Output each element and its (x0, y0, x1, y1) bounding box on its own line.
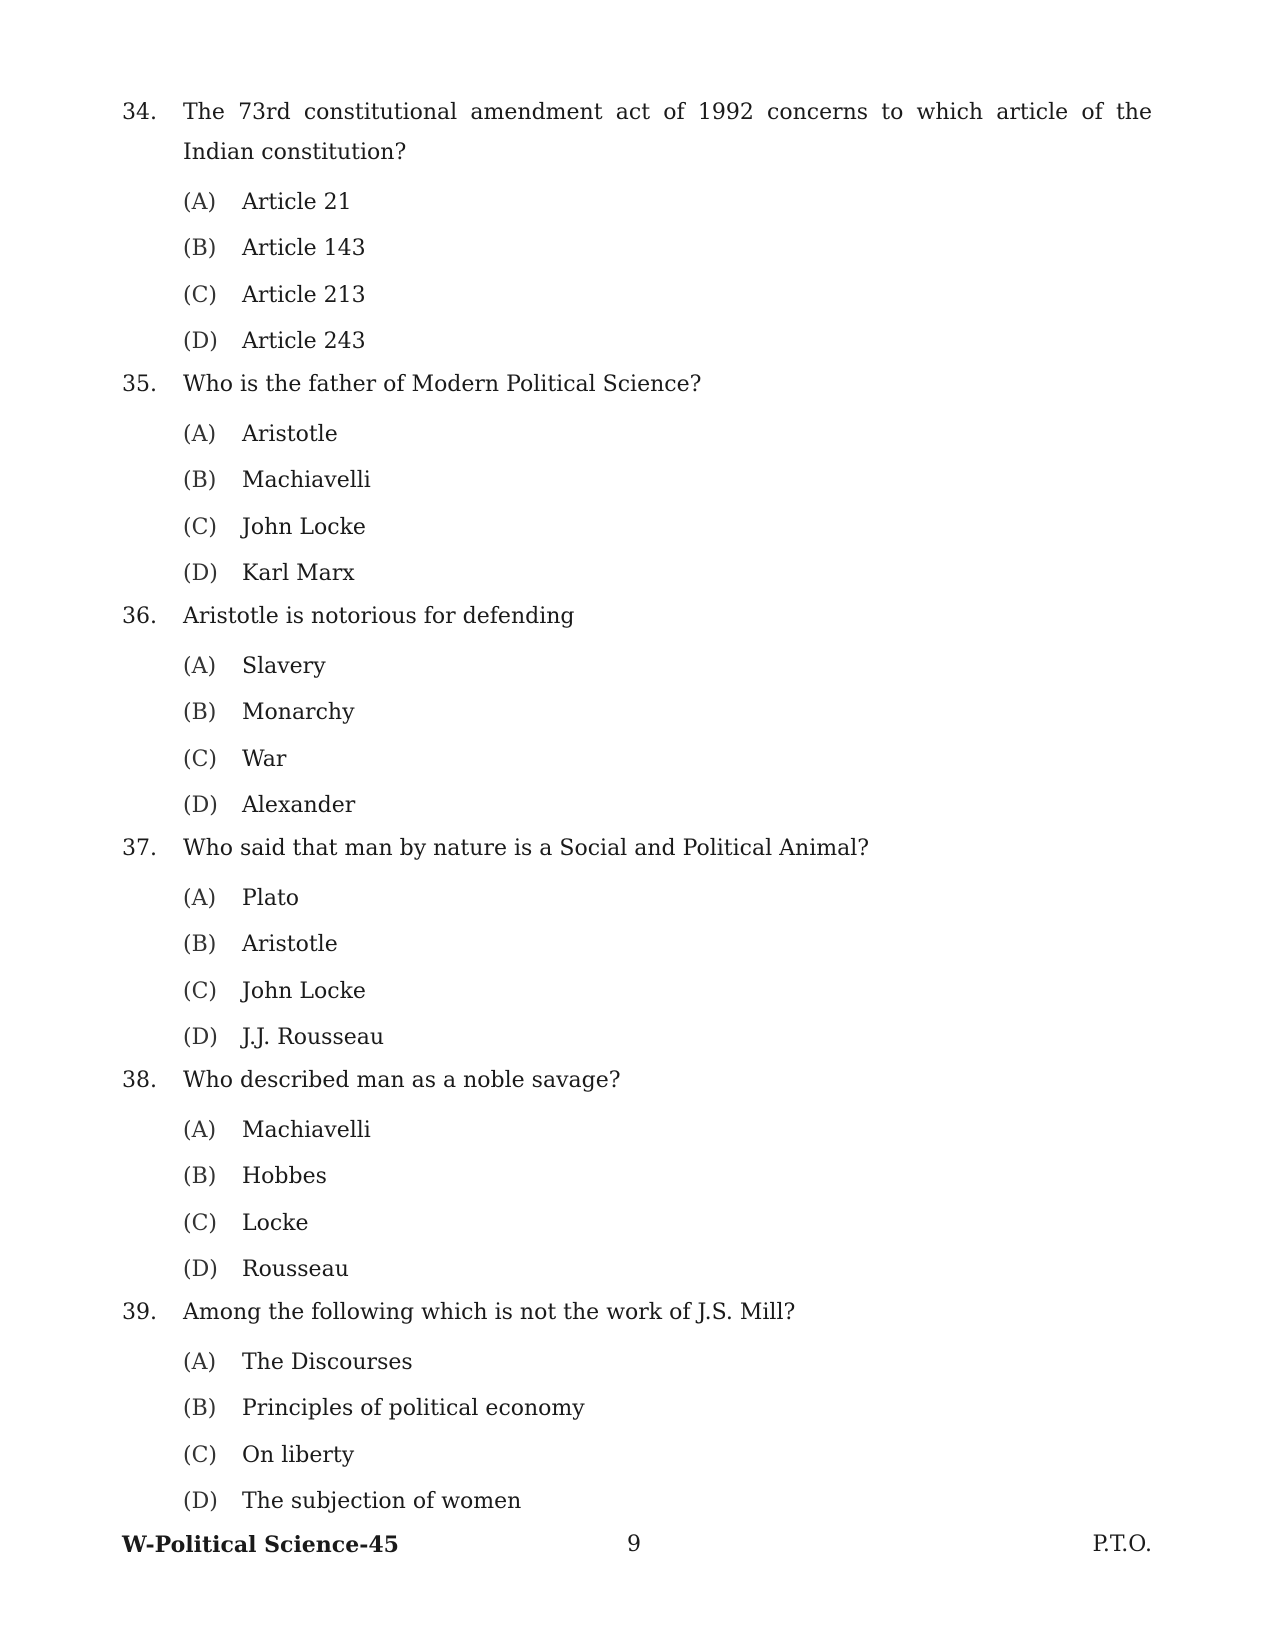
option-letter: (D) (183, 793, 218, 819)
option-text: The Discourses (242, 1349, 413, 1375)
page-number: 9 (627, 1532, 641, 1557)
paper-code: W-Political Science-45 (122, 1532, 399, 1558)
answer-option (183, 1247, 1152, 1294)
question-item (122, 1293, 1152, 1525)
option-text: John Locke (242, 978, 366, 1004)
option-text: Principles of political economy (242, 1396, 585, 1422)
answer-option (183, 1154, 1152, 1201)
answer-option (183, 1200, 1152, 1247)
option-letter: (D) (183, 1257, 218, 1283)
option-letter: (C) (183, 746, 217, 772)
option-list (183, 643, 1152, 829)
page-footer (122, 1532, 1152, 1566)
answer-option (183, 226, 1152, 273)
option-text: Machiavelli (242, 1117, 371, 1143)
answer-option (183, 922, 1152, 969)
question-number: 37. (122, 836, 157, 861)
option-list (183, 1339, 1152, 1525)
option-letter: (B) (183, 468, 217, 494)
option-text: J.J. Rousseau (242, 1025, 385, 1051)
question-text: The 73rd constitutional amendment act of 1992 concerns to which article of the Indian constitution? (183, 100, 1152, 165)
option-letter: (B) (183, 236, 217, 262)
option-letter: (A) (183, 1117, 217, 1143)
question-stem (122, 1061, 1152, 1101)
option-text: Article 143 (242, 236, 366, 262)
option-list (183, 411, 1152, 597)
question-item (122, 1061, 1152, 1293)
option-letter: (C) (183, 282, 217, 308)
option-letter: (B) (183, 1396, 217, 1422)
question-list (122, 93, 1152, 1525)
question-number: 36. (122, 604, 157, 629)
option-text: Article 243 (242, 329, 366, 355)
question-text: Who said that man by nature is a Social and Political Animal? (183, 836, 870, 861)
option-letter: (A) (183, 421, 217, 447)
answer-option (183, 551, 1152, 598)
option-list (183, 179, 1152, 365)
answer-option (183, 875, 1152, 922)
option-letter: (C) (183, 514, 217, 540)
option-text: Monarchy (242, 700, 355, 726)
option-letter: (D) (183, 329, 218, 355)
option-letter: (A) (183, 1349, 217, 1375)
answer-option (183, 968, 1152, 1015)
answer-option (183, 1479, 1152, 1526)
option-text: Alexander (242, 793, 356, 819)
question-text: Among the following which is not the work of J.S. Mill? (183, 1300, 796, 1325)
question-stem (122, 365, 1152, 405)
answer-option (183, 1339, 1152, 1386)
answer-option (183, 1432, 1152, 1479)
answer-option (183, 319, 1152, 366)
answer-option (183, 1015, 1152, 1062)
option-letter: (C) (183, 1210, 217, 1236)
option-text: John Locke (242, 514, 366, 540)
question-text: Aristotle is notorious for defending (183, 604, 575, 629)
option-text: Aristotle (242, 932, 338, 958)
question-stem (122, 93, 1152, 173)
option-text: Article 213 (242, 282, 366, 308)
option-text: Karl Marx (242, 561, 355, 587)
answer-option (183, 1107, 1152, 1154)
option-text: Hobbes (242, 1164, 327, 1190)
answer-option (183, 272, 1152, 319)
option-text: Plato (242, 885, 300, 911)
answer-option (183, 1386, 1152, 1433)
option-letter: (D) (183, 1025, 218, 1051)
question-item (122, 93, 1152, 365)
option-list (183, 875, 1152, 1061)
option-text: On liberty (242, 1442, 355, 1468)
option-text: Rousseau (242, 1257, 349, 1283)
option-letter: (C) (183, 978, 217, 1004)
please-turn-over: P.T.O. (1092, 1532, 1152, 1557)
question-number: 35. (122, 372, 157, 397)
question-item (122, 597, 1152, 829)
option-list (183, 1107, 1152, 1293)
answer-option (183, 411, 1152, 458)
option-text: Article 21 (242, 189, 352, 215)
question-stem (122, 829, 1152, 869)
option-text: Aristotle (242, 421, 338, 447)
option-letter: (D) (183, 1489, 218, 1515)
answer-option (183, 690, 1152, 737)
answer-option (183, 458, 1152, 505)
question-number: 38. (122, 1068, 157, 1093)
option-letter: (A) (183, 189, 217, 215)
question-text: Who described man as a noble savage? (183, 1068, 621, 1093)
option-letter: (B) (183, 700, 217, 726)
answer-option (183, 504, 1152, 551)
option-text: Machiavelli (242, 468, 371, 494)
option-letter: (B) (183, 932, 217, 958)
option-text: War (242, 746, 287, 772)
question-text: Who is the father of Modern Political Science? (183, 372, 702, 397)
option-text: Locke (242, 1210, 309, 1236)
option-letter: (D) (183, 561, 218, 587)
option-letter: (A) (183, 653, 217, 679)
question-item (122, 365, 1152, 597)
answer-option (183, 783, 1152, 830)
option-letter: (C) (183, 1442, 217, 1468)
question-number: 34. (122, 100, 157, 125)
option-letter: (B) (183, 1164, 217, 1190)
option-text: Slavery (242, 653, 326, 679)
answer-option (183, 179, 1152, 226)
answer-option (183, 736, 1152, 783)
answer-option (183, 643, 1152, 690)
question-stem (122, 1293, 1152, 1333)
option-text: The subjection of women (242, 1489, 522, 1515)
question-item (122, 829, 1152, 1061)
question-stem (122, 597, 1152, 637)
question-number: 39. (122, 1300, 157, 1325)
option-letter: (A) (183, 885, 217, 911)
